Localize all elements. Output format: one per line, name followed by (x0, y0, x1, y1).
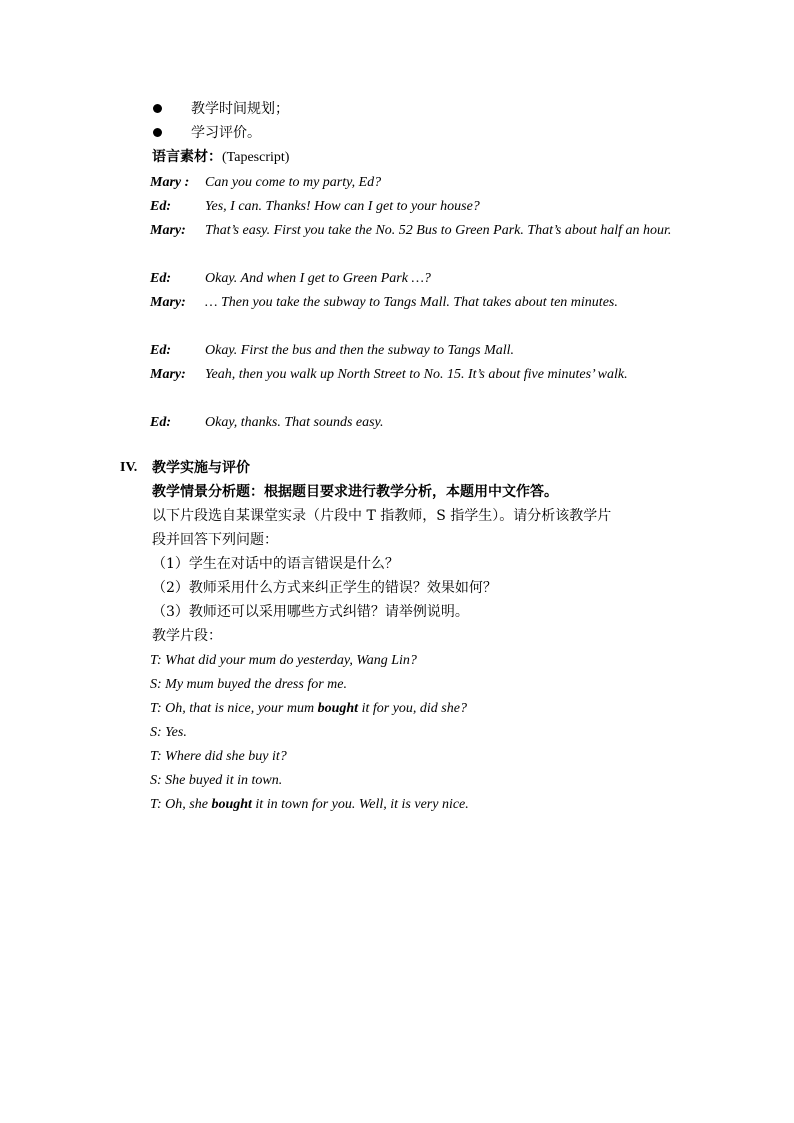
speaker: Ed: (150, 415, 171, 430)
transcript-line (150, 795, 469, 815)
utterance: … Then you take the subway to Tangs Mall. That takes about ten minutes. (205, 295, 618, 310)
emphasis-word: bought (211, 797, 252, 812)
task-intro-line: 段并回答下列问题： (152, 532, 278, 548)
dialogue-line (150, 363, 680, 411)
speaker: Ed: (150, 271, 171, 286)
utterance: Okay. And when I get to Green Park …? (205, 271, 431, 286)
transcript-line: T: Where did she buy it? (150, 749, 287, 764)
question-item: （2）教师采用什么方式来纠正学生的错误？效果如何？ (152, 580, 497, 596)
transcript-text: T: Oh, that is nice, your mum (150, 701, 318, 716)
speaker: Ed: (150, 343, 171, 358)
transcript-text: it for you, did she? (358, 701, 467, 716)
transcript-line: S: Yes. (150, 725, 187, 740)
dialogue-line (150, 267, 680, 291)
bullet-text: 教学时间规划； (191, 101, 289, 117)
transcript-line: S: She buyed it in town. (150, 773, 283, 788)
section-title: 教学实施与评价 (152, 460, 250, 476)
utterance: Yeah, then you walk up North Street to No. 15. It’s about five minutes’ walk. (205, 367, 628, 382)
transcript-line (150, 699, 467, 719)
materials-note: (Tapescript) (222, 150, 290, 165)
speaker: Mary : (150, 175, 190, 190)
bullet-icon (153, 104, 162, 113)
question-item: （3）教师还可以采用哪些方式纠错？请举例说明。 (152, 604, 469, 620)
transcript-line: T: What did your mum do yesterday, Wang Lin? (150, 653, 417, 668)
speaker: Mary: (150, 295, 186, 310)
dialogue-line (150, 339, 680, 363)
utterance: That’s easy. First you take the No. 52 Bus to Green Park. That’s about half an hour. (205, 223, 672, 238)
task-title: 教学情景分析题：根据题目要求进行教学分析，本题用中文作答。 (152, 484, 558, 500)
utterance: Okay, thanks. That sounds easy. (205, 415, 384, 430)
materials-label: 语言素材： (152, 149, 222, 165)
transcript-text: it in town for you. Well, it is very nice. (251, 797, 469, 812)
speaker: Mary: (150, 367, 186, 382)
dialogue-line (150, 291, 680, 339)
emphasis-word: bought (317, 701, 359, 716)
task-intro-line: 以下片段选自某课堂实录（片段中 T 指教师，S 指学生）。请分析该教学片 (152, 508, 612, 524)
bullet-icon (153, 128, 162, 137)
fragment-label: 教学片段： (152, 628, 222, 644)
transcript-text: T: Oh, she (150, 797, 212, 812)
bullet-text: 学习评价。 (191, 125, 261, 141)
transcript-line: S: My mum buyed the dress for me. (150, 677, 347, 692)
dialogue-line (150, 219, 680, 267)
speaker: Ed: (150, 199, 171, 214)
utterance: Yes, I can. Thanks! How can I get to your house? (205, 199, 480, 214)
dialogue-line (150, 171, 680, 195)
utterance: Okay. First the bus and then the subway to Tangs Mall. (205, 343, 515, 358)
question-item: （1）学生在对话中的语言错误是什么？ (152, 556, 399, 572)
utterance: Can you come to my party, Ed? (205, 175, 382, 190)
materials-heading (152, 147, 289, 168)
section-number: IV. (120, 460, 138, 475)
dialogue-line (150, 195, 680, 219)
dialogue-line (150, 411, 680, 435)
speaker: Mary: (150, 223, 186, 238)
